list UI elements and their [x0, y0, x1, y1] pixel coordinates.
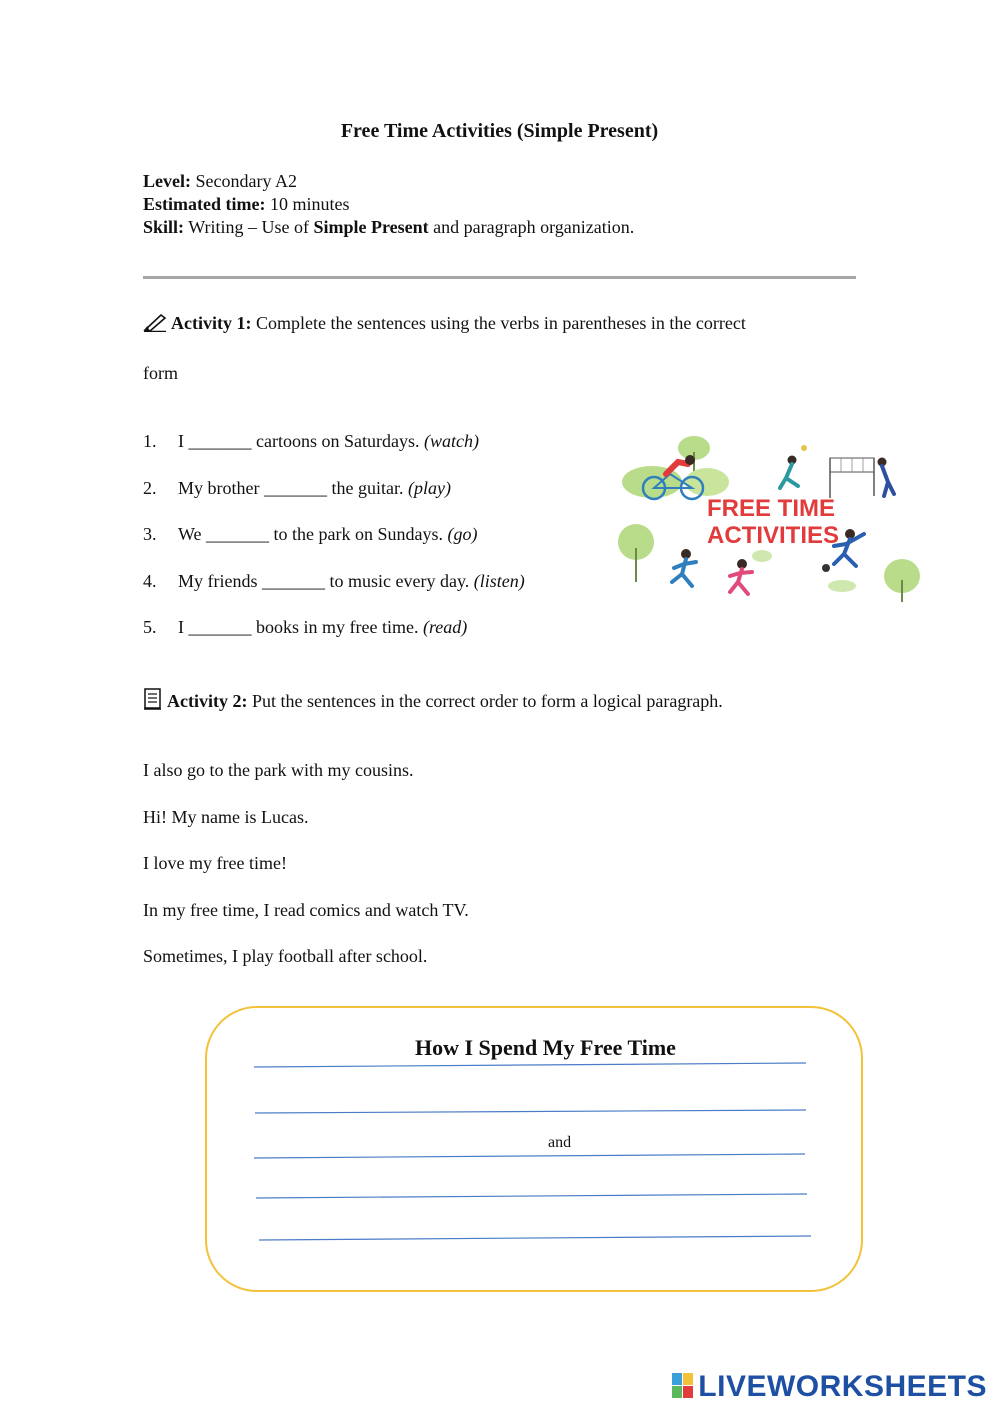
sentence-item: In my free time, I read comics and watch TV.	[143, 900, 469, 920]
item-hint: (read)	[422, 617, 468, 637]
skill-label: Skill:	[143, 217, 185, 237]
item-number: 2.	[143, 478, 157, 498]
item-text: I _______ cartoons on Saturdays.	[178, 431, 420, 451]
activity2-instruction: Put the sentences in the correct order to form a logical paragraph.	[251, 691, 723, 711]
illustration-text-line1: FREE TIME	[707, 495, 836, 522]
item-hint: (play)	[407, 478, 451, 498]
item-number: 3.	[143, 524, 157, 544]
section-divider	[143, 276, 856, 279]
brand-name: LIVEWORKSHEETS	[698, 1370, 987, 1403]
skill-post: and paragraph organization.	[433, 217, 635, 237]
worksheet-title: Free Time Activities (Simple Present)	[340, 120, 659, 142]
skill-pre: Writing – Use of	[188, 217, 309, 237]
level-label: Level:	[143, 171, 191, 191]
activity1-label: Activity 1:	[171, 313, 252, 333]
pencil-icon	[143, 312, 167, 337]
item-hint: (watch)	[423, 431, 479, 451]
liveworksheets-logo-icon	[672, 1373, 694, 1407]
time-value: 10 minutes	[269, 194, 350, 214]
free-time-activities-illustration	[612, 430, 928, 606]
level-value: Secondary A2	[195, 171, 297, 191]
item-text: I _______ books in my free time.	[178, 617, 419, 637]
connector-word: and	[548, 1134, 572, 1151]
activity1-instruction: Complete the sentences using the verbs in parentheses in the correct	[255, 313, 746, 333]
item-number: 4.	[143, 571, 157, 591]
volleyball-icon	[780, 445, 894, 498]
item-number: 1.	[143, 431, 157, 451]
sentence-item: I love my free time!	[143, 853, 287, 873]
activity2-label: Activity 2:	[167, 691, 248, 711]
item-text: My friends _______ to music every day.	[178, 571, 470, 591]
time-label: Estimated time:	[143, 194, 266, 214]
item-number: 5.	[143, 617, 157, 637]
runner-icon	[672, 549, 752, 594]
sentence-item: Hi! My name is Lucas.	[143, 807, 309, 827]
activity1-heading	[143, 312, 746, 337]
sentence-item: I also go to the park with my cousins.	[143, 760, 414, 780]
sentence-item: Sometimes, I play football after school.	[143, 946, 428, 966]
skill-bold: Simple Present	[313, 217, 429, 237]
illustration-text-line2: ACTIVITIES	[707, 522, 840, 549]
item-hint: (listen)	[473, 571, 525, 591]
book-icon	[143, 688, 163, 715]
worksheet-meta	[143, 170, 634, 239]
item-text: My brother _______ the guitar.	[178, 478, 404, 498]
item-hint: (go)	[447, 524, 478, 544]
writing-box-title: How I Spend My Free Time	[415, 1035, 676, 1060]
activity1-instruction-cont: form	[143, 363, 178, 383]
item-text: We _______ to the park on Sundays.	[178, 524, 444, 544]
footer-brand	[672, 1370, 987, 1407]
activity2-heading	[143, 688, 723, 715]
